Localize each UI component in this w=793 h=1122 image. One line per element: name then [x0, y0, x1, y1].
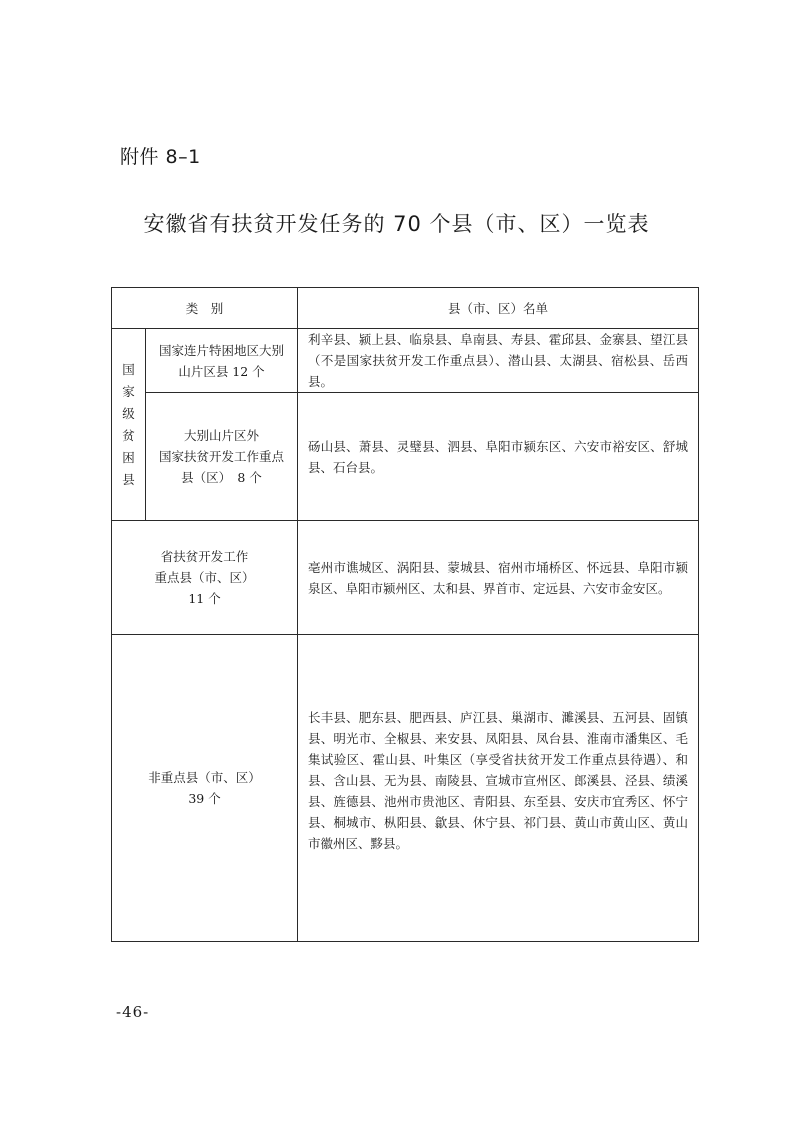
header-category: 类 别 [112, 288, 298, 329]
table-row [112, 521, 699, 635]
names-provincial-key: 亳州市谯城区、涡阳县、蒙城县、宿州市埇桥区、怀远县、阜阳市颍泉区、阜阳市颍州区、太和县、界首市、定远县、六安市金安区。 [298, 521, 699, 635]
attachment-label: 附件 8–1 [120, 146, 201, 168]
vertical-char: 贫 [122, 427, 135, 443]
header-names: 县（市、区）名单 [298, 288, 699, 329]
document-title: 安徽省有扶贫开发任务的 70 个县（市、区）一览表 [143, 212, 650, 236]
table-row [112, 393, 699, 521]
national-poverty-county-label [112, 329, 146, 521]
page-number: -46- [116, 1003, 150, 1021]
names-non-key: 长丰县、肥东县、肥西县、庐江县、巢湖市、濉溪县、五河县、固镇县、明光市、全椒县、来安县、凤阳县、凤台县、淮南市潘集区、毛集试验区、霍山县、叶集区（享受省扶贫开发工作重点县待遇）、和县、含山县、无为县、南陵县、宣城市宣州区、郎溪县、泾县、绩溪县、旌德县、池州市贵池区、青阳县、东至县、安庆市宜秀区、怀宁县、桐城市、枞阳县、歙县、休宁县、祁门县、黄山市黄山区、黄山市徽州区、黟县。 [298, 635, 699, 942]
category-non-key: 非重点县（市、区） 39 个 [112, 635, 298, 942]
names-outside-dabie: 砀山县、萧县、灵璧县、泗县、阜阳市颍东区、六安市裕安区、舒城县、石台县。 [298, 393, 699, 521]
vertical-char: 家 [122, 383, 135, 399]
table-row [112, 635, 699, 942]
names-dabie-contiguous: 利辛县、颍上县、临泉县、阜南县、寿县、霍邱县、金寨县、望江县（不是国家扶贫开发工作重点县）、潜山县、太湖县、宿松县、岳西县。 [298, 329, 699, 393]
category-dabie-contiguous: 国家连片特困地区大别 山片区县 12 个 [146, 329, 298, 393]
vertical-char: 国 [122, 361, 135, 377]
vertical-char: 县 [122, 471, 135, 487]
county-list-table [111, 287, 699, 942]
category-provincial-key: 省扶贫开发工作 重点县（市、区） 11 个 [112, 521, 298, 635]
table-header-row [112, 288, 699, 329]
vertical-char: 困 [122, 449, 135, 465]
vertical-char: 级 [122, 405, 135, 421]
table-row [112, 329, 699, 393]
category-outside-dabie: 大别山片区外 国家扶贫开发工作重点 县（区） 8 个 [146, 393, 298, 521]
